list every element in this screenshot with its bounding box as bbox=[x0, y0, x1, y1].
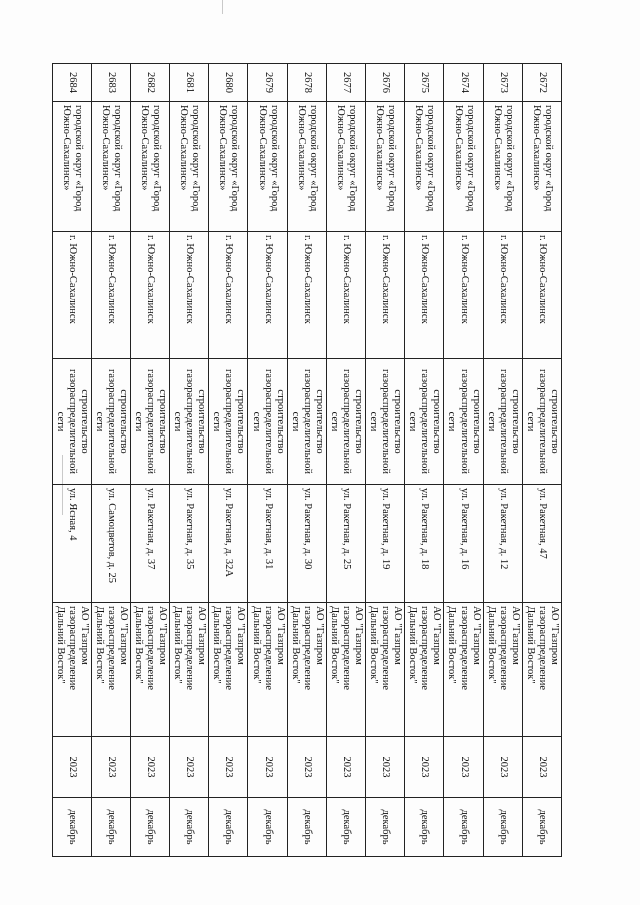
row-number: 2682 bbox=[130, 64, 169, 102]
address-cell: ул. Ракетная, д. 30 bbox=[287, 485, 326, 603]
row-number: 2683 bbox=[91, 64, 130, 102]
organization-line: Дальний Восток" bbox=[446, 606, 458, 684]
municipality-line: Южно-Сахалинск» bbox=[60, 105, 72, 191]
city-cell: г. Южно-Сахалинск bbox=[366, 232, 405, 359]
work-type-line: строительство bbox=[549, 389, 560, 454]
organization-line: АО "Газпром газораспределение bbox=[184, 606, 208, 691]
work-type-line: строительство bbox=[313, 389, 325, 454]
organization-line: АО "Газпром газораспределение bbox=[380, 606, 404, 691]
year-cell: 2023 bbox=[52, 737, 91, 798]
city-cell: г. Южно-Сахалинск bbox=[444, 232, 483, 359]
organization-cell bbox=[522, 603, 561, 737]
city-cell: г. Южно-Сахалинск bbox=[91, 232, 130, 359]
work-type-line: строительство bbox=[509, 389, 521, 454]
organization-cell bbox=[130, 603, 169, 737]
municipality-cell bbox=[287, 102, 326, 232]
municipality-cell bbox=[91, 102, 130, 232]
year-cell: 2023 bbox=[170, 737, 209, 798]
work-type-cell bbox=[366, 359, 405, 485]
municipality-line: Южно-Сахалинск» bbox=[99, 105, 111, 191]
organization-cell bbox=[326, 603, 365, 737]
organization-line: АО "Газпром газораспределение bbox=[419, 606, 443, 691]
address-cell: ул. Ясная, 4 bbox=[52, 485, 91, 603]
municipality-line: Южно-Сахалинск» bbox=[178, 105, 190, 191]
month-cell: декабрь bbox=[130, 798, 169, 857]
organization-cell bbox=[170, 603, 209, 737]
work-type-cell bbox=[170, 359, 209, 485]
year-cell: 2023 bbox=[326, 737, 365, 798]
work-type-cell bbox=[91, 359, 130, 485]
row-number: 2678 bbox=[287, 64, 326, 102]
organization-cell bbox=[405, 603, 444, 737]
year-cell: 2023 bbox=[483, 737, 522, 798]
organization-line: Дальний Восток" bbox=[289, 606, 301, 684]
address-cell: ул. Ракетная, д. 31 bbox=[248, 485, 287, 603]
organization-cell bbox=[444, 603, 483, 737]
month-cell: декабрь bbox=[366, 798, 405, 857]
row-number: 2676 bbox=[366, 64, 405, 102]
work-type-line: строительство bbox=[392, 389, 404, 454]
municipality-line: городской округ «Город bbox=[307, 105, 319, 212]
month-cell: декабрь bbox=[52, 798, 91, 857]
work-type-line: газораспределительной сети bbox=[407, 369, 431, 474]
address-cell: ул. Ракетная, д. 18 bbox=[405, 485, 444, 603]
municipality-line: Южно-Сахалинск» bbox=[256, 105, 268, 191]
year-cell: 2023 bbox=[444, 737, 483, 798]
address-cell: ул. Ракетная, д. 32А bbox=[209, 485, 248, 603]
month-cell: декабрь bbox=[444, 798, 483, 857]
year-cell: 2023 bbox=[522, 737, 561, 798]
city-cell: г. Южно-Сахалинск bbox=[130, 232, 169, 359]
municipality-cell bbox=[366, 102, 405, 232]
row-number: 2684 bbox=[52, 64, 91, 102]
organization-line: АО "Газпром газораспределение bbox=[497, 606, 521, 691]
municipality-cell bbox=[52, 102, 91, 232]
organization-line: Дальний Восток" bbox=[133, 606, 144, 684]
work-type-line: строительство bbox=[196, 389, 208, 454]
work-type-cell bbox=[326, 359, 365, 485]
row-number: 2675 bbox=[405, 64, 444, 102]
work-type-line: газораспределительной сети bbox=[250, 369, 274, 474]
table-row bbox=[287, 64, 326, 857]
month-cell: декабрь bbox=[170, 798, 209, 857]
table-row bbox=[444, 64, 483, 857]
municipality-line: городской округ «Город bbox=[386, 105, 398, 212]
city-cell: г. Южно-Сахалинск bbox=[287, 232, 326, 359]
work-type-line: газораспределительной сети bbox=[54, 369, 78, 474]
organization-line: АО "Газпром газораспределение bbox=[341, 606, 365, 691]
municipality-line: Южно-Сахалинск» bbox=[530, 105, 542, 191]
municipality-cell bbox=[248, 102, 287, 232]
work-type-cell bbox=[522, 359, 561, 485]
municipality-line: городской округ «Город bbox=[190, 105, 202, 212]
municipality-line: городской округ «Город bbox=[72, 105, 84, 212]
table-row bbox=[209, 64, 248, 857]
row-number: 2680 bbox=[209, 64, 248, 102]
row-number: 2674 bbox=[444, 64, 483, 102]
organization-line: Дальний Восток" bbox=[54, 606, 66, 684]
municipality-line: Южно-Сахалинск» bbox=[217, 105, 229, 191]
month-cell: декабрь bbox=[326, 798, 365, 857]
month-cell: декабрь bbox=[209, 798, 248, 857]
organization-line: Дальний Восток" bbox=[211, 606, 223, 684]
organization-line: Дальний Восток" bbox=[368, 606, 380, 684]
scan-artifact-top bbox=[222, 0, 223, 14]
document-page bbox=[54, 63, 562, 856]
work-type-line: газораспределительной сети bbox=[524, 369, 548, 474]
municipality-line: городской округ «Город bbox=[229, 105, 241, 212]
work-type-line: строительство bbox=[157, 389, 169, 454]
table-body bbox=[52, 64, 561, 857]
month-cell: декабрь bbox=[287, 798, 326, 857]
municipality-line: Южно-Сахалинск» bbox=[139, 105, 151, 191]
work-type-line: газораспределительной сети bbox=[93, 369, 117, 474]
organization-line: АО "Газпром газораспределение bbox=[145, 606, 169, 691]
organization-cell bbox=[366, 603, 405, 737]
organization-cell bbox=[248, 603, 287, 737]
municipality-cell bbox=[326, 102, 365, 232]
work-type-line: газораспределительной сети bbox=[485, 369, 509, 474]
row-number: 2677 bbox=[326, 64, 365, 102]
organization-line: Дальний Восток" bbox=[172, 606, 184, 684]
month-cell: декабрь bbox=[405, 798, 444, 857]
organization-line: АО "Газпром газораспределение bbox=[301, 606, 325, 691]
table-row bbox=[522, 64, 561, 857]
city-cell: г. Южно-Сахалинск bbox=[170, 232, 209, 359]
municipality-line: Южно-Сахалинск» bbox=[413, 105, 425, 191]
address-cell: ул. Ракетная, д. 25 bbox=[326, 485, 365, 603]
municipality-cell bbox=[130, 102, 169, 232]
organization-cell bbox=[287, 603, 326, 737]
organization-cell bbox=[209, 603, 248, 737]
organization-line: АО "Газпром газораспределение bbox=[458, 606, 482, 691]
table-row bbox=[405, 64, 444, 857]
municipality-line: городской округ «Город bbox=[503, 105, 515, 212]
work-type-line: строительство bbox=[470, 389, 482, 454]
municipality-line: городской округ «Город bbox=[425, 105, 437, 212]
organization-line: АО "Газпром газораспределение bbox=[105, 606, 129, 691]
work-type-line: газораспределительной сети bbox=[328, 369, 352, 474]
work-type-cell bbox=[209, 359, 248, 485]
work-type-line: строительство bbox=[78, 389, 90, 454]
organization-line: Дальний Восток" bbox=[328, 606, 340, 684]
municipality-cell bbox=[209, 102, 248, 232]
city-cell: г. Южно-Сахалинск bbox=[522, 232, 561, 359]
row-number: 2681 bbox=[170, 64, 209, 102]
city-cell: г. Южно-Сахалинск bbox=[483, 232, 522, 359]
table-row bbox=[248, 64, 287, 857]
work-type-cell bbox=[130, 359, 169, 485]
work-type-line: строительство bbox=[274, 389, 286, 454]
work-type-cell bbox=[405, 359, 444, 485]
organization-line: Дальний Восток" bbox=[250, 606, 262, 684]
year-cell: 2023 bbox=[209, 737, 248, 798]
work-type-line: газораспределительной сети bbox=[133, 369, 157, 474]
month-cell: декабрь bbox=[91, 798, 130, 857]
address-cell: ул. Ракетная, д. 16 bbox=[444, 485, 483, 603]
organization-cell bbox=[483, 603, 522, 737]
municipality-line: городской округ «Город bbox=[542, 105, 554, 212]
month-cell: декабрь bbox=[483, 798, 522, 857]
row-number: 2673 bbox=[483, 64, 522, 102]
year-cell: 2023 bbox=[287, 737, 326, 798]
municipality-line: городской округ «Город bbox=[347, 105, 359, 212]
municipality-line: городской округ «Город bbox=[151, 105, 163, 212]
work-type-line: строительство bbox=[431, 389, 443, 454]
address-cell: ул. Ракетная, д. 12 bbox=[483, 485, 522, 603]
organization-line: АО "Газпром газораспределение bbox=[223, 606, 247, 691]
organization-line: Дальний Восток" bbox=[93, 606, 105, 684]
work-type-cell bbox=[444, 359, 483, 485]
month-cell: декабрь bbox=[248, 798, 287, 857]
year-cell: 2023 bbox=[130, 737, 169, 798]
municipality-line: Южно-Сахалинск» bbox=[334, 105, 346, 191]
year-cell: 2023 bbox=[248, 737, 287, 798]
organization-line: АО "Газпром газораспределение bbox=[262, 606, 286, 691]
table-row bbox=[483, 64, 522, 857]
organization-line: АО "Газпром газораспределение bbox=[536, 606, 560, 691]
table-row bbox=[130, 64, 169, 857]
city-cell: г. Южно-Сахалинск bbox=[326, 232, 365, 359]
address-cell: ул. Ракетная, д. 37 bbox=[130, 485, 169, 603]
work-type-cell bbox=[483, 359, 522, 485]
municipality-line: Южно-Сахалинск» bbox=[491, 105, 503, 191]
municipality-line: Южно-Сахалинск» bbox=[374, 105, 386, 191]
table-row bbox=[170, 64, 209, 857]
city-cell: г. Южно-Сахалинск bbox=[52, 232, 91, 359]
work-type-cell bbox=[52, 359, 91, 485]
work-type-cell bbox=[248, 359, 287, 485]
city-cell: г. Южно-Сахалинск bbox=[405, 232, 444, 359]
municipality-cell bbox=[405, 102, 444, 232]
municipality-line: городской округ «Город bbox=[111, 105, 123, 212]
row-number: 2672 bbox=[522, 64, 561, 102]
work-type-line: строительство bbox=[235, 389, 247, 454]
month-cell: декабрь bbox=[522, 798, 561, 857]
organization-line: АО "Газпром газораспределение bbox=[66, 606, 90, 691]
work-type-line: строительство bbox=[117, 389, 129, 454]
municipality-cell bbox=[444, 102, 483, 232]
year-cell: 2023 bbox=[405, 737, 444, 798]
year-cell: 2023 bbox=[91, 737, 130, 798]
work-type-line: газораспределительной сети bbox=[211, 369, 235, 474]
table-row bbox=[366, 64, 405, 857]
address-cell: ул. Ракетная, д. 35 bbox=[170, 485, 209, 603]
work-type-cell bbox=[287, 359, 326, 485]
organization-line: Дальний Восток" bbox=[524, 606, 536, 684]
address-cell: ул. Самоцветов, д. 25 bbox=[91, 485, 130, 603]
city-cell: г. Южно-Сахалинск bbox=[209, 232, 248, 359]
municipality-cell bbox=[170, 102, 209, 232]
table-row bbox=[91, 64, 130, 857]
municipality-cell bbox=[483, 102, 522, 232]
municipality-line: городской округ «Город bbox=[464, 105, 476, 212]
city-cell: г. Южно-Сахалинск bbox=[248, 232, 287, 359]
work-type-line: газораспределительной сети bbox=[289, 369, 313, 474]
year-cell: 2023 bbox=[366, 737, 405, 798]
municipality-line: Южно-Сахалинск» bbox=[295, 105, 307, 191]
organization-line: Дальний Восток" bbox=[485, 606, 497, 684]
work-type-line: газораспределительной сети bbox=[172, 369, 196, 474]
work-type-line: газораспределительной сети bbox=[446, 369, 470, 474]
address-cell: ул. Ракетная, д. 19 bbox=[366, 485, 405, 603]
organization-line: Дальний Восток" bbox=[407, 606, 419, 684]
municipality-cell bbox=[522, 102, 561, 232]
organization-cell bbox=[91, 603, 130, 737]
municipality-line: Южно-Сахалинск» bbox=[452, 105, 464, 191]
work-type-line: газораспределительной сети bbox=[368, 369, 392, 474]
row-number: 2679 bbox=[248, 64, 287, 102]
gas-network-table bbox=[52, 63, 562, 857]
table-row bbox=[326, 64, 365, 857]
table-row bbox=[52, 64, 91, 857]
municipality-line: городской округ «Город bbox=[268, 105, 280, 212]
work-type-line: строительство bbox=[353, 389, 365, 454]
address-cell: ул. Ракетная, 47 bbox=[522, 485, 561, 603]
organization-cell bbox=[52, 603, 91, 737]
